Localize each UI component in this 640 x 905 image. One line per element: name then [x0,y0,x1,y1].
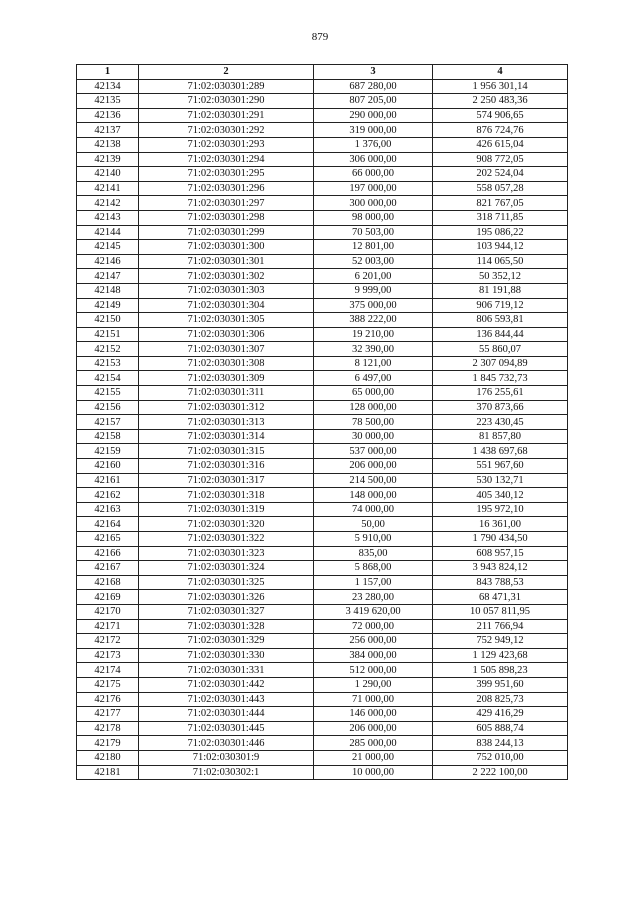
row-number-cell: 42171 [77,619,139,634]
cadastral-number-cell: 71:02:030301:289 [139,79,314,94]
table-row [77,342,568,357]
row-number-cell: 42178 [77,721,139,736]
value-cell: 148 000,00 [314,488,433,503]
value-cell: 3 419 620,00 [314,604,433,619]
table-row [77,386,568,401]
row-number-cell: 42147 [77,269,139,284]
cost-cell: 876 724,76 [433,123,568,138]
row-number-cell: 42159 [77,444,139,459]
cadastral-number-cell: 71:02:030301:294 [139,152,314,167]
cost-cell: 752 010,00 [433,750,568,765]
cost-cell: 3 943 824,12 [433,561,568,576]
cadastral-number-cell: 71:02:030301:307 [139,342,314,357]
row-number-cell: 42168 [77,575,139,590]
row-number-cell: 42167 [77,561,139,576]
cadastral-number-cell: 71:02:030301:309 [139,371,314,386]
cadastral-number-cell: 71:02:030301:325 [139,575,314,590]
cadastral-number-cell: 71:02:030302:1 [139,765,314,780]
cost-cell: 195 086,22 [433,225,568,240]
cadastral-number-cell: 71:02:030301:328 [139,619,314,634]
table-row [77,400,568,415]
row-number-cell: 42137 [77,123,139,138]
cadastral-number-cell: 71:02:030301:292 [139,123,314,138]
table-row [77,181,568,196]
row-number-cell: 42164 [77,517,139,532]
value-cell: 206 000,00 [314,721,433,736]
cadastral-number-cell: 71:02:030301:318 [139,488,314,503]
table-row [77,444,568,459]
cadastral-number-cell: 71:02:030301:305 [139,313,314,328]
value-cell: 128 000,00 [314,400,433,415]
cadastral-number-cell: 71:02:030301:295 [139,167,314,182]
table-row [77,415,568,430]
cost-cell: 399 951,60 [433,677,568,692]
cost-cell: 202 524,04 [433,167,568,182]
table-row [77,707,568,722]
row-number-cell: 42173 [77,648,139,663]
cost-cell: 68 471,31 [433,590,568,605]
row-number-cell: 42142 [77,196,139,211]
cadastral-number-cell: 71:02:030301:315 [139,444,314,459]
value-cell: 98 000,00 [314,210,433,225]
cost-cell: 10 057 811,95 [433,604,568,619]
cost-cell: 370 873,66 [433,400,568,415]
cost-cell: 605 888,74 [433,721,568,736]
cost-cell: 223 430,45 [433,415,568,430]
cadastral-number-cell: 71:02:030301:299 [139,225,314,240]
row-number-cell: 42143 [77,210,139,225]
cost-cell: 2 222 100,00 [433,765,568,780]
value-cell: 23 280,00 [314,590,433,605]
row-number-cell: 42177 [77,707,139,722]
table-row [77,459,568,474]
row-number-cell: 42144 [77,225,139,240]
cadastral-number-cell: 71:02:030301:314 [139,429,314,444]
cost-cell: 2 250 483,36 [433,94,568,109]
value-cell: 65 000,00 [314,386,433,401]
cadastral-number-cell: 71:02:030301:313 [139,415,314,430]
cadastral-number-cell: 71:02:030301:319 [139,502,314,517]
row-number-cell: 42145 [77,240,139,255]
cost-cell: 103 944,12 [433,240,568,255]
cadastral-number-cell: 71:02:030301:308 [139,356,314,371]
cadastral-number-cell: 71:02:030301:324 [139,561,314,576]
table-row [77,502,568,517]
cost-cell: 530 132,71 [433,473,568,488]
cost-cell: 50 352,12 [433,269,568,284]
cost-cell: 843 788,53 [433,575,568,590]
cadastral-number-cell: 71:02:030301:331 [139,663,314,678]
value-cell: 70 503,00 [314,225,433,240]
table-row [77,356,568,371]
cadastral-number-cell: 71:02:030301:298 [139,210,314,225]
table-row [77,167,568,182]
table-row [77,137,568,152]
table-row [77,269,568,284]
row-number-cell: 42160 [77,459,139,474]
table-row [77,240,568,255]
value-cell: 1 157,00 [314,575,433,590]
cadastral-number-cell: 71:02:030301:329 [139,634,314,649]
cost-cell: 81 857,80 [433,429,568,444]
cost-cell: 551 967,60 [433,459,568,474]
table-row [77,590,568,605]
row-number-cell: 42166 [77,546,139,561]
cadastral-number-cell: 71:02:030301:445 [139,721,314,736]
row-number-cell: 42163 [77,502,139,517]
table-row [77,225,568,240]
value-cell: 290 000,00 [314,108,433,123]
cadastral-number-cell: 71:02:030301:326 [139,590,314,605]
cost-cell: 81 191,88 [433,283,568,298]
table-row [77,371,568,386]
cadastral-number-cell: 71:02:030301:302 [139,269,314,284]
table-row [77,736,568,751]
row-number-cell: 42181 [77,765,139,780]
row-number-cell: 42149 [77,298,139,313]
row-number-cell: 42154 [77,371,139,386]
cadastral-number-cell: 71:02:030301:297 [139,196,314,211]
cost-cell: 908 772,05 [433,152,568,167]
cadastral-number-cell: 71:02:030301:443 [139,692,314,707]
row-number-cell: 42146 [77,254,139,269]
table-row [77,210,568,225]
cost-cell: 318 711,85 [433,210,568,225]
row-number-cell: 42169 [77,590,139,605]
table-row [77,123,568,138]
row-number-cell: 42157 [77,415,139,430]
table-header-row [77,65,568,80]
table-row [77,692,568,707]
row-number-cell: 42148 [77,283,139,298]
table-row [77,561,568,576]
table-row [77,488,568,503]
cost-cell: 1 129 423,68 [433,648,568,663]
cadastral-number-cell: 71:02:030301:446 [139,736,314,751]
row-number-cell: 42180 [77,750,139,765]
row-number-cell: 42153 [77,356,139,371]
row-number-cell: 42172 [77,634,139,649]
value-cell: 21 000,00 [314,750,433,765]
cost-cell: 429 416,29 [433,707,568,722]
table-row [77,750,568,765]
value-cell: 72 000,00 [314,619,433,634]
cadastral-number-cell: 71:02:030301:300 [139,240,314,255]
cadastral-number-cell: 71:02:030301:290 [139,94,314,109]
cadastral-number-cell: 71:02:030301:306 [139,327,314,342]
cost-cell: 1 438 697,68 [433,444,568,459]
cost-cell: 176 255,61 [433,386,568,401]
table-row [77,429,568,444]
table-row [77,283,568,298]
row-number-cell: 42176 [77,692,139,707]
table-row [77,94,568,109]
cadastral-number-cell: 71:02:030301:293 [139,137,314,152]
value-cell: 835,00 [314,546,433,561]
value-cell: 8 121,00 [314,356,433,371]
value-cell: 146 000,00 [314,707,433,722]
cost-cell: 1 956 301,14 [433,79,568,94]
cadastral-number-cell: 71:02:030301:303 [139,283,314,298]
column-header: 2 [139,65,314,80]
value-cell: 512 000,00 [314,663,433,678]
row-number-cell: 42162 [77,488,139,503]
cadastral-number-cell: 71:02:030301:330 [139,648,314,663]
value-cell: 1 376,00 [314,137,433,152]
table-row [77,196,568,211]
table-row [77,254,568,269]
cost-cell: 16 361,00 [433,517,568,532]
data-table [76,64,568,780]
table-row [77,473,568,488]
table-row [77,575,568,590]
value-cell: 375 000,00 [314,298,433,313]
cost-cell: 752 949,12 [433,634,568,649]
row-number-cell: 42135 [77,94,139,109]
cost-cell: 55 860,07 [433,342,568,357]
value-cell: 50,00 [314,517,433,532]
cadastral-number-cell: 71:02:030301:320 [139,517,314,532]
value-cell: 52 003,00 [314,254,433,269]
cadastral-number-cell: 71:02:030301:444 [139,707,314,722]
value-cell: 285 000,00 [314,736,433,751]
cadastral-number-cell: 71:02:030301:9 [139,750,314,765]
value-cell: 12 801,00 [314,240,433,255]
row-number-cell: 42150 [77,313,139,328]
cost-cell: 558 057,28 [433,181,568,196]
cost-cell: 114 065,50 [433,254,568,269]
value-cell: 66 000,00 [314,167,433,182]
value-cell: 32 390,00 [314,342,433,357]
table-row [77,108,568,123]
table-row [77,517,568,532]
cost-cell: 906 719,12 [433,298,568,313]
row-number-cell: 42136 [77,108,139,123]
cadastral-number-cell: 71:02:030301:311 [139,386,314,401]
row-number-cell: 42175 [77,677,139,692]
cadastral-number-cell: 71:02:030301:322 [139,532,314,547]
value-cell: 5 868,00 [314,561,433,576]
value-cell: 19 210,00 [314,327,433,342]
table-row [77,298,568,313]
cost-cell: 208 825,73 [433,692,568,707]
cost-cell: 195 972,10 [433,502,568,517]
table-row [77,546,568,561]
column-header: 4 [433,65,568,80]
value-cell: 1 290,00 [314,677,433,692]
cost-cell: 211 766,94 [433,619,568,634]
value-cell: 71 000,00 [314,692,433,707]
value-cell: 6 201,00 [314,269,433,284]
value-cell: 74 000,00 [314,502,433,517]
value-cell: 319 000,00 [314,123,433,138]
table-row [77,532,568,547]
table-row [77,634,568,649]
table-row [77,79,568,94]
cadastral-number-cell: 71:02:030301:312 [139,400,314,415]
row-number-cell: 42161 [77,473,139,488]
page-number: 879 [311,31,329,43]
value-cell: 384 000,00 [314,648,433,663]
value-cell: 256 000,00 [314,634,433,649]
row-number-cell: 42156 [77,400,139,415]
table-row [77,663,568,678]
row-number-cell: 42174 [77,663,139,678]
column-header: 1 [77,65,139,80]
value-cell: 5 910,00 [314,532,433,547]
cadastral-number-cell: 71:02:030301:442 [139,677,314,692]
cost-cell: 574 906,65 [433,108,568,123]
table-row [77,765,568,780]
table-row [77,648,568,663]
value-cell: 306 000,00 [314,152,433,167]
row-number-cell: 42158 [77,429,139,444]
cadastral-number-cell: 71:02:030301:304 [139,298,314,313]
cost-cell: 806 593,81 [433,313,568,328]
cadastral-number-cell: 71:02:030301:323 [139,546,314,561]
value-cell: 388 222,00 [314,313,433,328]
cadastral-number-cell: 71:02:030301:291 [139,108,314,123]
value-cell: 206 000,00 [314,459,433,474]
column-header: 3 [314,65,433,80]
value-cell: 78 500,00 [314,415,433,430]
row-number-cell: 42179 [77,736,139,751]
value-cell: 214 500,00 [314,473,433,488]
value-cell: 687 280,00 [314,79,433,94]
value-cell: 10 000,00 [314,765,433,780]
value-cell: 9 999,00 [314,283,433,298]
cadastral-number-cell: 71:02:030301:296 [139,181,314,196]
value-cell: 197 000,00 [314,181,433,196]
row-number-cell: 42138 [77,137,139,152]
table-row [77,677,568,692]
table-row [77,619,568,634]
cost-cell: 136 844,44 [433,327,568,342]
cadastral-number-cell: 71:02:030301:316 [139,459,314,474]
cadastral-number-cell: 71:02:030301:317 [139,473,314,488]
table-row [77,604,568,619]
cost-cell: 838 244,13 [433,736,568,751]
table-row [77,313,568,328]
row-number-cell: 42155 [77,386,139,401]
table-row [77,327,568,342]
cost-cell: 1 790 434,50 [433,532,568,547]
cadastral-number-cell: 71:02:030301:301 [139,254,314,269]
value-cell: 6 497,00 [314,371,433,386]
row-number-cell: 42152 [77,342,139,357]
value-cell: 807 205,00 [314,94,433,109]
cost-cell: 821 767,05 [433,196,568,211]
row-number-cell: 42151 [77,327,139,342]
table-row [77,721,568,736]
row-number-cell: 42170 [77,604,139,619]
table-row [77,152,568,167]
row-number-cell: 42139 [77,152,139,167]
value-cell: 30 000,00 [314,429,433,444]
cost-cell: 1 845 732,73 [433,371,568,386]
cost-cell: 2 307 094,89 [433,356,568,371]
table-body [77,79,568,780]
row-number-cell: 42134 [77,79,139,94]
value-cell: 537 000,00 [314,444,433,459]
value-cell: 300 000,00 [314,196,433,211]
row-number-cell: 42140 [77,167,139,182]
row-number-cell: 42141 [77,181,139,196]
row-number-cell: 42165 [77,532,139,547]
cost-cell: 608 957,15 [433,546,568,561]
cadastral-number-cell: 71:02:030301:327 [139,604,314,619]
cost-cell: 426 615,04 [433,137,568,152]
cost-cell: 405 340,12 [433,488,568,503]
cost-cell: 1 505 898,23 [433,663,568,678]
